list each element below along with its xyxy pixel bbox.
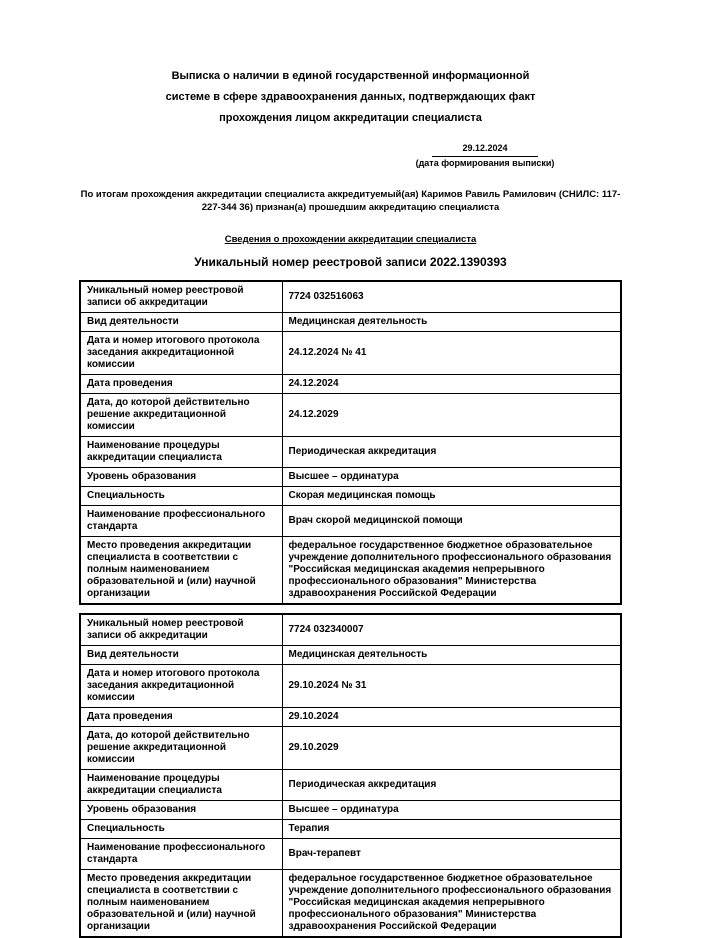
row-value: 7724 032340007 xyxy=(282,614,621,646)
table-row xyxy=(80,646,621,665)
row-label: Уникальный номер реестровой записи об аккредитации xyxy=(80,614,282,646)
row-value: Медицинская деятельность xyxy=(282,646,621,665)
row-label: Место проведения аккредитации специалиста в соответствии с полным наименованием образовательной и (или) научной организации xyxy=(80,870,282,938)
intro-paragraph: По итогам прохождения аккредитации специалиста аккредитуемый(ая) Каримов Равиль Рамилович (СНИЛС: 117-227-344 36) признан(а) прошедшим аккредитацию специалиста xyxy=(80,189,621,213)
row-value: 29.10.2024 № 31 xyxy=(282,665,621,708)
extract-date: 29.12.2024 xyxy=(432,143,538,157)
row-value: федеральное государственное бюджетное образовательное учреждение дополнительного профессионального образования "Российская медицинская академия непрерывного профессионального образования" Министерства здравоохранения Российской Федерации xyxy=(282,870,621,938)
table-row xyxy=(80,332,621,375)
table-row xyxy=(80,537,621,605)
table-row xyxy=(80,281,621,313)
row-label: Наименование процедуры аккредитации специалиста xyxy=(80,770,282,801)
table-row xyxy=(80,375,621,394)
row-label: Наименование профессионального стандарта xyxy=(80,839,282,870)
row-label: Уникальный номер реестровой записи об аккредитации xyxy=(80,281,282,313)
row-label: Дата проведения xyxy=(80,375,282,394)
table-row xyxy=(80,801,621,820)
row-value: Врач-терапевт xyxy=(282,839,621,870)
row-value: 7724 032516063 xyxy=(282,281,621,313)
row-value: федеральное государственное бюджетное образовательное учреждение дополнительного профессионального образования "Российская медицинская академия непрерывного профессионального образования" Министерства здравоохранения Российской Федерации xyxy=(282,537,621,605)
row-label: Дата и номер итогового протокола заседания аккредитационной комиссии xyxy=(80,665,282,708)
extract-date-caption: (дата формирования выписки) xyxy=(415,158,555,168)
table-row xyxy=(80,437,621,468)
table-row xyxy=(80,487,621,506)
table-row xyxy=(80,313,621,332)
registry-number-heading: Уникальный номер реестровой записи 2022.1390393 xyxy=(194,255,507,269)
row-label: Специальность xyxy=(80,487,282,506)
row-value: Периодическая аккредитация xyxy=(282,437,621,468)
row-value: 29.10.2029 xyxy=(282,727,621,770)
row-value: 24.12.2024 xyxy=(282,375,621,394)
row-value: Врач скорой медицинской помощи xyxy=(282,506,621,537)
row-value: Высшее – ординатура xyxy=(282,801,621,820)
row-label: Уровень образования xyxy=(80,801,282,820)
row-label: Наименование процедуры аккредитации специалиста xyxy=(80,437,282,468)
accreditation-table-1 xyxy=(79,280,622,605)
document-title: Выписка о наличии в единой государственной информационной системе в сфере здравоохранения данных, подтверждающих факт прохождения лицом аккредитации специалиста xyxy=(165,70,536,124)
row-value: Периодическая аккредитация xyxy=(282,770,621,801)
row-label: Дата и номер итогового протокола заседания аккредитационной комиссии xyxy=(80,332,282,375)
table-row xyxy=(80,839,621,870)
table-row xyxy=(80,394,621,437)
accreditation-table-2 xyxy=(79,613,622,938)
table-row xyxy=(80,665,621,708)
row-label: Уровень образования xyxy=(80,468,282,487)
row-value: Высшее – ординатура xyxy=(282,468,621,487)
row-label: Вид деятельности xyxy=(80,313,282,332)
table-row xyxy=(80,708,621,727)
row-label: Дата проведения xyxy=(80,708,282,727)
table-row xyxy=(80,770,621,801)
table-row xyxy=(80,506,621,537)
table-row xyxy=(80,468,621,487)
row-value: Медицинская деятельность xyxy=(282,313,621,332)
row-value: Скорая медицинская помощь xyxy=(282,487,621,506)
row-label: Место проведения аккредитации специалиста в соответствии с полным наименованием образовательной и (или) научной организации xyxy=(80,537,282,605)
table-row xyxy=(80,870,621,938)
row-label: Вид деятельности xyxy=(80,646,282,665)
row-label: Дата, до которой действительно решение аккредитационной комиссии xyxy=(80,727,282,770)
row-value: Терапия xyxy=(282,820,621,839)
row-label: Специальность xyxy=(80,820,282,839)
table-row xyxy=(80,820,621,839)
table-row xyxy=(80,614,621,646)
row-label: Наименование профессионального стандарта xyxy=(80,506,282,537)
extract-date-block xyxy=(410,143,560,169)
row-value: 24.12.2024 № 41 xyxy=(282,332,621,375)
row-label: Дата, до которой действительно решение аккредитационной комиссии xyxy=(80,394,282,437)
row-value: 29.10.2024 xyxy=(282,708,621,727)
row-value: 24.12.2029 xyxy=(282,394,621,437)
accreditation-info-heading: Сведения о прохождении аккредитации специалиста xyxy=(224,234,477,245)
table-row xyxy=(80,727,621,770)
